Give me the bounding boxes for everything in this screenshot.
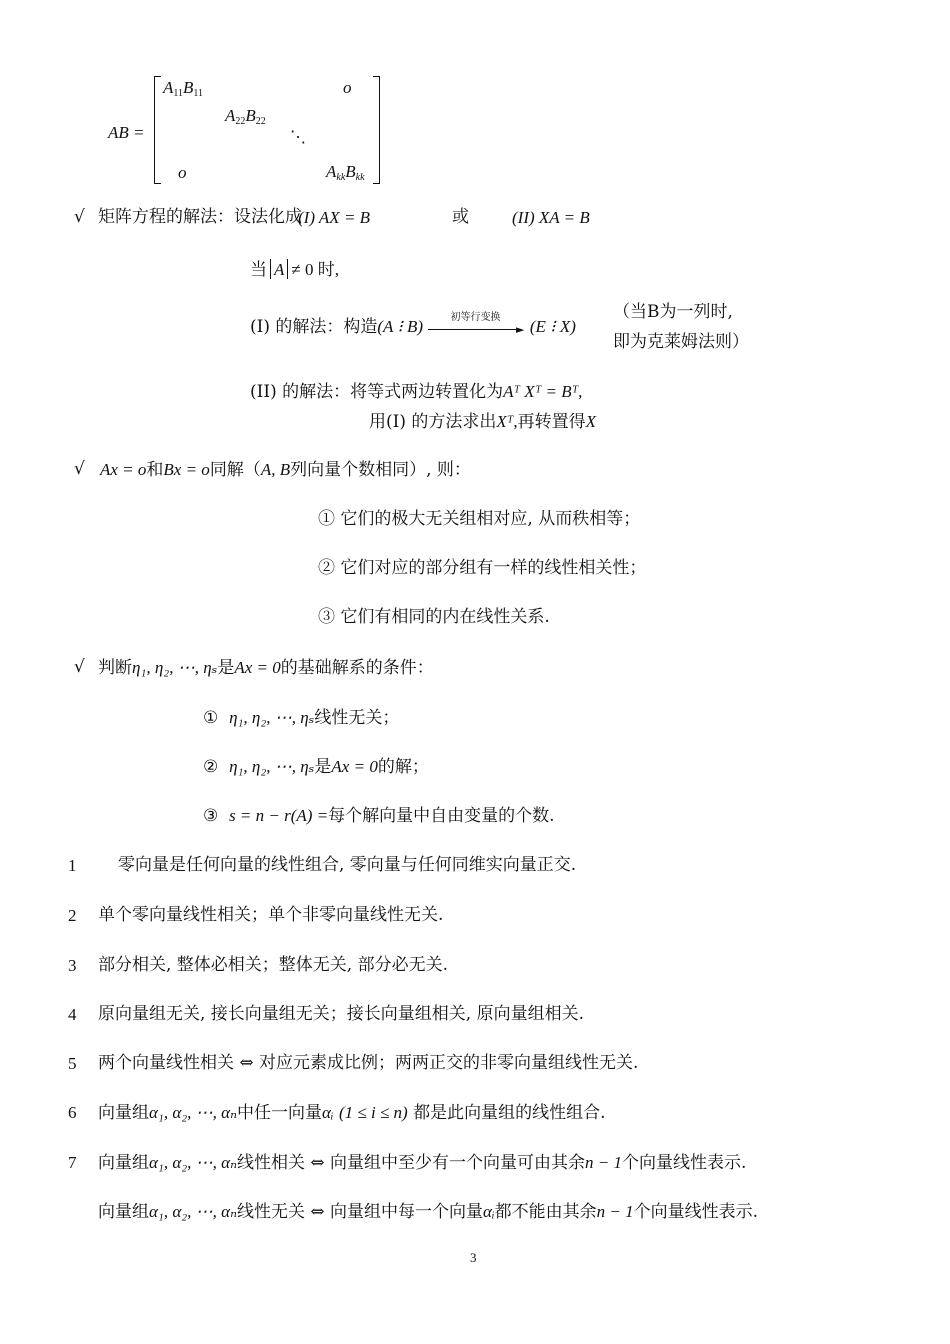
sec3-intro: 判断η₁, η₂, ⋯, ηₛ是Ax = 0的基础解系的条件： — [98, 658, 434, 678]
sec2-item-3: ③ 它们有相同的内在线性关系. — [318, 607, 550, 627]
matrix-entry-11: $A_{11}B_{11}$ — [163, 78, 204, 99]
sec3-item-2: ② η₁, η₂, ⋯, ηₛ是Ax = 0的解； — [203, 757, 429, 777]
list-item-5-text: 两个向量线性相关 ⇔ 对应元素成比例；两两正交的非零向量组线性无关. — [98, 1053, 639, 1073]
check-mark-2: √ — [74, 459, 85, 479]
matrix-entry-kk: $A_{kk}B_{kk}$ — [326, 162, 365, 183]
sec1-note-line-2: 即为克莱姆法则） — [613, 332, 749, 352]
sec1-step-1: (I) 的解法：构造(A ⁝ B) 初等行变换 ► (E ⁝ X) — [250, 311, 576, 337]
page-number: 3 — [470, 1250, 477, 1265]
sec1-or: 或 — [452, 207, 469, 227]
list-item-2-text: 单个零向量线性相关；单个非零向量线性无关. — [98, 905, 444, 925]
sec1-formula-2: (II) XA = B — [512, 208, 590, 227]
check-mark-1: √ — [74, 207, 85, 227]
sec1-note-line-1: （当B为一列时, — [613, 302, 733, 322]
list-item-6-num: 6 — [68, 1103, 77, 1122]
list-item-4-num: 4 — [68, 1005, 77, 1024]
list-item-3-text: 部分相关, 整体必相关；整体无关, 部分必无关. — [98, 955, 449, 975]
elementary-row-op-arrow: 初等行变换 ► — [428, 321, 524, 335]
sec2-item-1: ① 它们的极大无关组相对应, 从而秩相等； — [318, 509, 641, 529]
list-item-2-num: 2 — [68, 906, 77, 925]
matrix-zero-bottom: o — [178, 163, 187, 182]
sec1-title: 矩阵方程的解法：设法化成 — [98, 207, 302, 227]
matrix-zero-top: o — [343, 78, 352, 97]
list-item-7-line-1: 向量组α₁, α₂, ⋯, αₙ线性相关 ⇔ 向量组中至少有一个向量可由其余n − 1个向量线性表示. — [98, 1153, 747, 1173]
list-item-5-num: 5 — [68, 1054, 77, 1073]
list-item-6-text: 向量组α₁, α₂, ⋯, αₙ中任一向量αᵢ (1 ≤ i ≤ n) 都是此向量组的线性组合. — [98, 1103, 606, 1123]
matrix-entry-22: $A_{22}B_{22}$ — [225, 106, 266, 127]
list-item-7-line-2: 向量组α₁, α₂, ⋯, αₙ线性无关 ⇔ 向量组中每一个向量αᵢ都不能由其余n − 1个向量线性表示. — [98, 1202, 759, 1222]
list-item-7-num: 7 — [68, 1153, 77, 1172]
check-mark-3: √ — [74, 657, 85, 677]
matrix-diagonal-dots: ⋱ — [290, 129, 306, 146]
sec2-intro: Ax = o和Bx = o同解（A, B列向量个数相同）, 则： — [100, 460, 471, 480]
sec2-item-2: ② 它们对应的部分组有一样的线性相关性； — [318, 558, 647, 578]
sec3-item-3: ③ s = n − r(A) =每个解向量中自由变量的个数. — [203, 806, 555, 826]
sec1-step-3: 用(I) 的方法求出Xᵀ,再转置得X — [369, 412, 596, 432]
sec1-when: 当 A ≠ 0 时, — [250, 260, 339, 280]
matrix-lhs: AB = — [108, 123, 145, 142]
sec1-formula-1: (I) AX = B — [298, 208, 371, 227]
matrix-left-bracket — [154, 76, 161, 184]
list-item-1-text: 零向量是任何向量的线性组合, 零向量与任何同维实向量正交. — [118, 855, 577, 875]
sec1-step-2: (II) 的解法：将等式两边转置化为Aᵀ Xᵀ = Bᵀ, — [250, 382, 583, 402]
list-item-4-text: 原向量组无关, 接长向量组无关；接长向量组相关, 原向量组相关. — [98, 1004, 585, 1024]
sec3-item-1: ① η₁, η₂, ⋯, ηₛ线性无关； — [203, 708, 400, 728]
list-item-1-num: 1 — [68, 856, 77, 875]
matrix-right-bracket — [373, 76, 380, 184]
list-item-3-num: 3 — [68, 956, 77, 975]
